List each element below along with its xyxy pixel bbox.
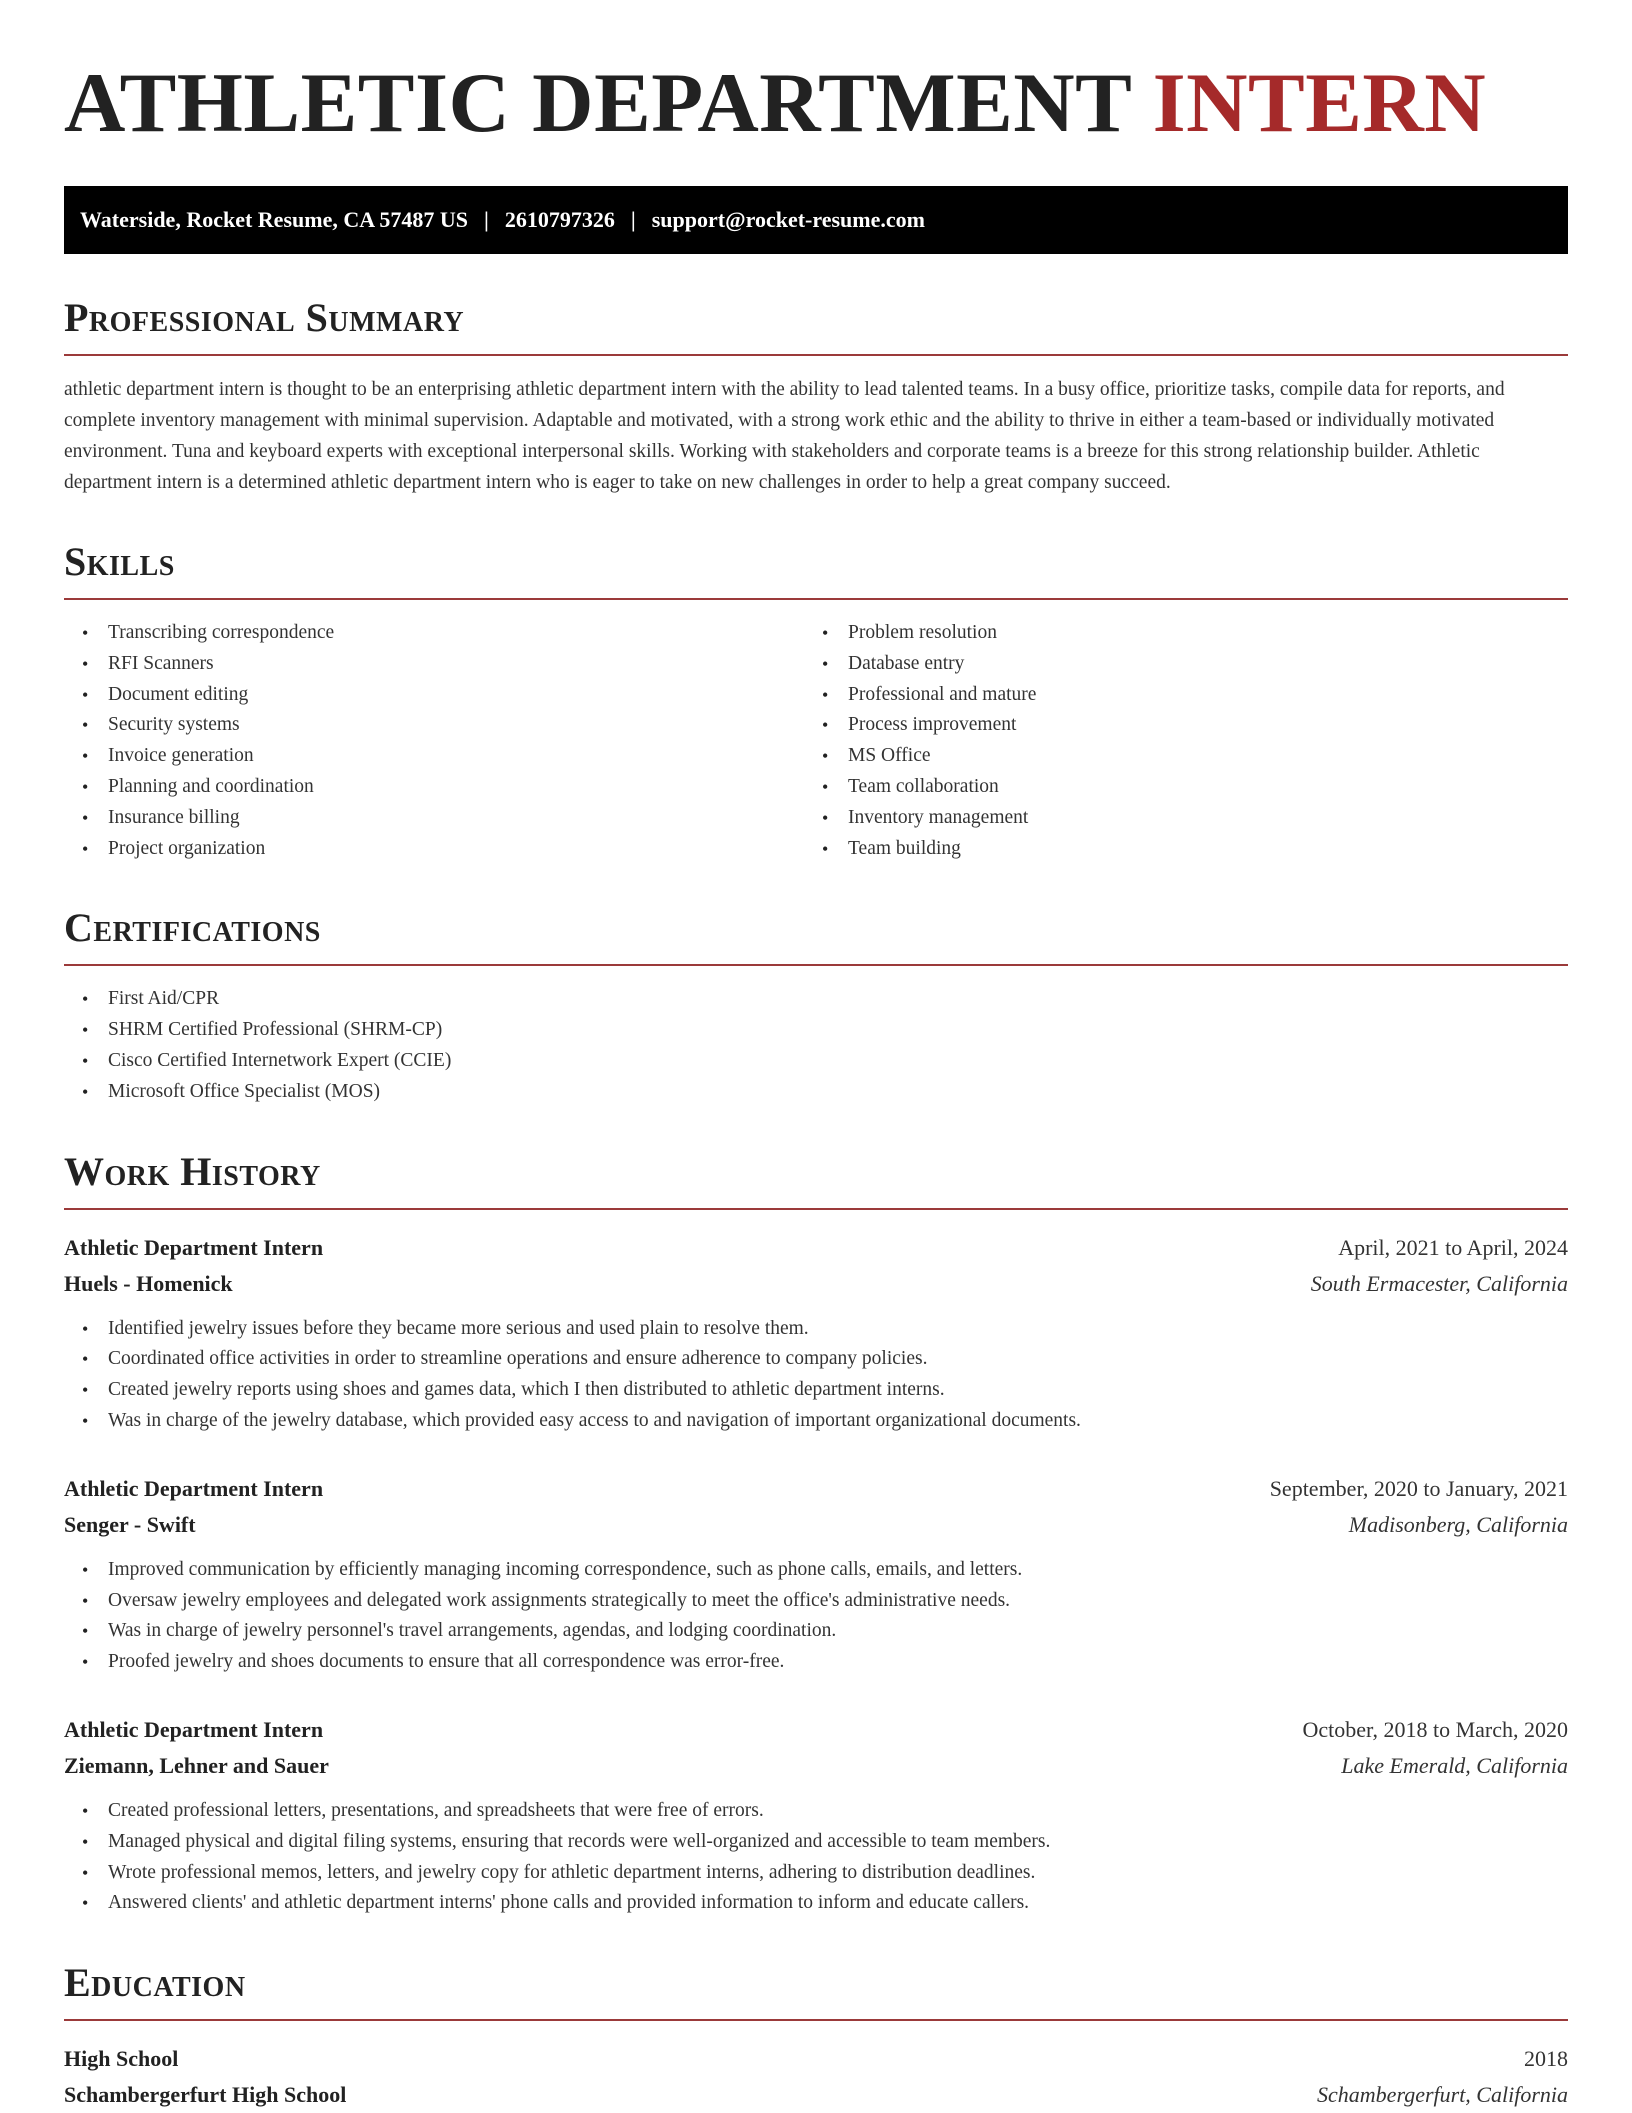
education-section (64, 1961, 1568, 2113)
skill-item: • Security systems (64, 710, 804, 741)
job-duty-item: • Improved communication by efficiently managing incoming correspondence, such as phone calls, emails, and letters. (64, 1555, 1568, 1586)
contact-address: Waterside, Rocket Resume, CA 57487 US (80, 207, 469, 232)
education-school: Schambergerfurt High School (64, 2082, 347, 2108)
job-title: Athletic Department Intern (64, 1234, 324, 1260)
job-company: Senger - Swift (64, 1511, 196, 1537)
job-duty-item: • Created jewelry reports using shoes and games data, which I then distributed to athletic department interns. (64, 1375, 1568, 1406)
job-duty-item: • Answered clients' and athletic department interns' phone calls and provided information to inform and educate callers. (64, 1888, 1568, 1919)
job-location: South Ermacester, California (1310, 1270, 1568, 1296)
job-duty-item: • Created professional letters, presentations, and spreadsheets that were free of errors. (64, 1796, 1568, 1827)
work-history-heading: Work History (64, 1150, 1568, 1210)
skill-item: • Professional and mature (804, 680, 1544, 711)
job-location: Lake Emerald, California (1341, 1752, 1568, 1778)
job-company-row (64, 1507, 1568, 1543)
certification-item: • First Aid/CPR (64, 984, 1568, 1015)
job-duty-item: • Oversaw jewelry employees and delegated work assignments strategically to meet the office's administrative needs. (64, 1586, 1568, 1617)
job-header-row (64, 1471, 1568, 1507)
skills-section (64, 540, 1568, 864)
job-duty-item: • Proofed jewelry and shoes documents to ensure that all correspondence was error-free. (64, 1647, 1568, 1678)
skill-item: • Invoice generation (64, 741, 804, 772)
job-company-row (64, 1266, 1568, 1302)
job-entry (64, 1712, 1568, 1919)
job-entry (64, 1230, 1568, 1437)
job-entry (64, 1471, 1568, 1678)
skill-item: • Insurance billing (64, 803, 804, 834)
skill-item: • Document editing (64, 680, 804, 711)
contact-separator: | (484, 207, 489, 232)
education-header-row (64, 2041, 1568, 2077)
skill-item: • Inventory management (804, 803, 1544, 834)
job-company-row (64, 1748, 1568, 1784)
summary-section (64, 296, 1568, 498)
education-heading: Education (64, 1961, 1568, 2021)
job-header-row (64, 1712, 1568, 1748)
skill-item: • Project organization (64, 834, 804, 865)
education-entry (64, 2041, 1568, 2113)
job-location: Madisonberg, California (1348, 1511, 1568, 1537)
skill-item: • RFI Scanners (64, 649, 804, 680)
job-duty-item: • Identified jewelry issues before they became more serious and used plain to resolve them. (64, 1314, 1568, 1345)
work-history-section (64, 1150, 1568, 1920)
contact-separator: | (630, 207, 636, 232)
summary-text: athletic department intern is thought to be an enterprising athletic department intern with the ability to lead talented teams. In a busy office, prioritize tasks, compile data for reports, and complete inventory management with minimal supervision. Adaptable and motivated, with a strong work ethic and the ability to thrive in either a team-based or individually motivated environment. Tuna and keyboard experts with exceptional interpersonal skills. Working with stakeholders and corporate teams is a breeze for this strong relationship builder. Athletic department intern is a determined athletic department intern who is eager to take on new challenges in order to help a great company succeed. (64, 379, 1505, 493)
skills-column-left (64, 618, 804, 864)
job-company: Ziemann, Lehner and Sauer (64, 1752, 329, 1778)
job-duties-list (64, 1555, 1568, 1678)
certification-item: • SHRM Certified Professional (SHRM-CP) (64, 1015, 1568, 1046)
job-duty-item: • Managed physical and digital filing systems, ensuring that records were well-organized and accessible to team members. (64, 1827, 1568, 1858)
job-duty-item: • Was in charge of jewelry personnel's travel arrangements, agendas, and lodging coordination. (64, 1616, 1568, 1647)
job-company: Huels - Homenick (64, 1270, 233, 1296)
certifications-heading: Certifications (64, 906, 1568, 966)
skills-heading: Skills (64, 540, 1568, 600)
job-duties-list (64, 1314, 1568, 1437)
skills-columns (64, 618, 1568, 864)
job-dates: October, 2018 to March, 2020 (1302, 1716, 1568, 1742)
skill-item: • MS Office (804, 741, 1544, 772)
job-dates: September, 2020 to January, 2021 (1269, 1475, 1568, 1501)
contact-bar (64, 186, 1568, 254)
skill-item: • Team collaboration (804, 772, 1544, 803)
skills-column-right (804, 618, 1544, 864)
name-first: ATHLETIC DEPARTMENT (64, 56, 1131, 150)
job-duty-item: • Was in charge of the jewelry database, which provided easy access to and navigation of important organizational documents. (64, 1406, 1568, 1437)
certifications-list (64, 984, 1568, 1107)
education-year: 2018 (1524, 2046, 1568, 2072)
skills-list-left (64, 618, 804, 864)
name-last: INTERN (1152, 56, 1487, 150)
job-header-row (64, 1230, 1568, 1266)
skills-list-right (804, 618, 1544, 864)
job-title: Athletic Department Intern (64, 1716, 324, 1742)
contact-email[interactable]: support@rocket-resume.com (651, 207, 925, 232)
skill-item: • Database entry (804, 649, 1544, 680)
resume-name (64, 0, 1568, 148)
skill-item: • Problem resolution (804, 618, 1544, 649)
skill-item: • Transcribing correspondence (64, 618, 804, 649)
education-location: Schambergerfurt, California (1317, 2082, 1568, 2108)
summary-heading: Professional Summary (64, 296, 1568, 356)
job-duties-list (64, 1796, 1568, 1919)
job-dates: April, 2021 to April, 2024 (1338, 1234, 1568, 1260)
education-degree: High School (64, 2046, 179, 2072)
skill-item: • Planning and coordination (64, 772, 804, 803)
certification-item: • Cisco Certified Internetwork Expert (CCIE) (64, 1046, 1568, 1077)
contact-phone[interactable]: 2610797326 (504, 207, 615, 232)
job-duty-item: • Coordinated office activities in order to streamline operations and ensure adherence to company policies. (64, 1344, 1568, 1375)
job-duty-item: • Wrote professional memos, letters, and jewelry copy for athletic department interns, adhering to distribution deadlines. (64, 1858, 1568, 1889)
job-title: Athletic Department Intern (64, 1475, 324, 1501)
education-school-row (64, 2077, 1568, 2113)
certification-item: • Microsoft Office Specialist (MOS) (64, 1077, 1568, 1108)
certifications-section (64, 906, 1568, 1107)
skill-item: • Process improvement (804, 710, 1544, 741)
skill-item: • Team building (804, 834, 1544, 865)
